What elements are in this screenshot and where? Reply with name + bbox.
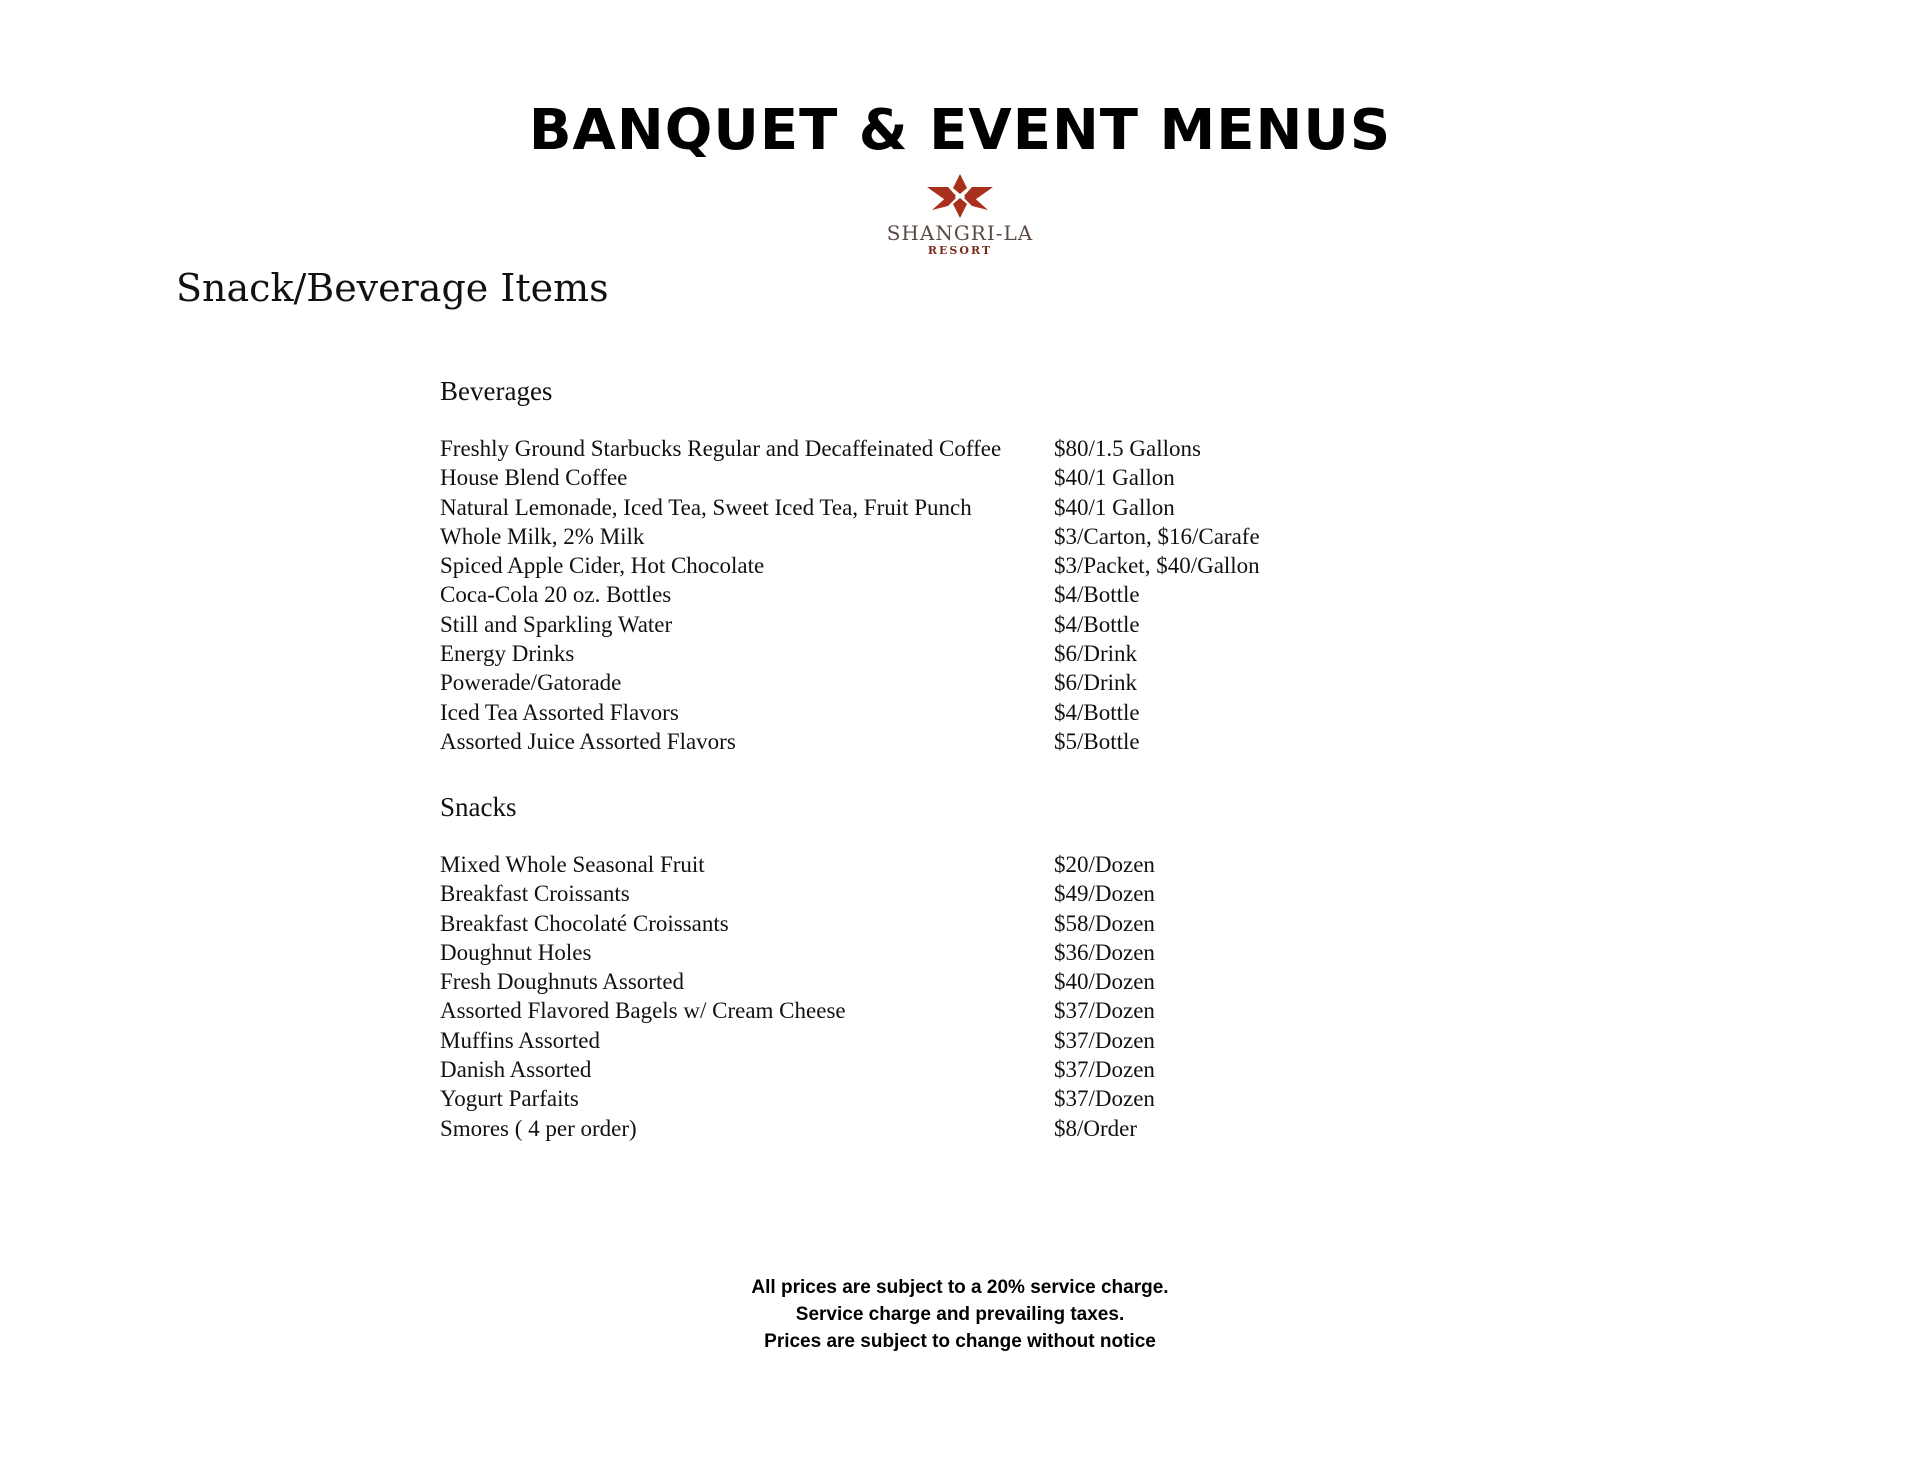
item-name: Freshly Ground Starbucks Regular and Decaffeinated Coffee bbox=[440, 436, 1002, 461]
footer-price-change: Prices are subject to change without notice bbox=[764, 1331, 1156, 1352]
item-name: Fresh Doughnuts Assorted bbox=[440, 969, 685, 995]
item-name: Breakfast Chocolaté Croissants bbox=[440, 910, 729, 936]
menu-item bbox=[440, 879, 1340, 908]
menu-item bbox=[440, 727, 1340, 756]
item-name: Energy Drinks bbox=[440, 641, 575, 667]
menu-item bbox=[440, 668, 1340, 697]
menu-item bbox=[440, 610, 1340, 639]
item-price: $20/Dozen bbox=[1054, 852, 1155, 877]
item-price: $4/Bottle bbox=[1054, 582, 1140, 608]
item-price: $6/Drink bbox=[1054, 641, 1138, 667]
item-price: $37/Dozen bbox=[1054, 1027, 1155, 1053]
footer-notes bbox=[0, 1274, 1920, 1355]
logo-name: SHANGRI-LA bbox=[886, 221, 1034, 245]
star-icon bbox=[925, 172, 995, 220]
item-name: Doughnut Holes bbox=[440, 939, 592, 965]
item-name: House Blend Coffee bbox=[440, 465, 628, 491]
item-price: $40/1 Gallon bbox=[1054, 494, 1175, 520]
item-price: $4/Bottle bbox=[1054, 699, 1140, 725]
menu-item bbox=[440, 996, 1340, 1025]
menu-item bbox=[440, 551, 1340, 580]
menu-item bbox=[440, 522, 1340, 551]
logo-subtitle: RESORT bbox=[927, 244, 993, 257]
item-name: Whole Milk, 2% Milk bbox=[440, 523, 645, 549]
snacks-heading: Snacks bbox=[440, 792, 517, 822]
footer-taxes: Service charge and prevailing taxes. bbox=[795, 1304, 1125, 1325]
item-price: $6/Drink bbox=[1054, 670, 1138, 696]
item-name: Natural Lemonade, Iced Tea, Sweet Iced Tea, Fruit Punch bbox=[440, 494, 972, 520]
item-name: Muffins Assorted bbox=[440, 1027, 600, 1053]
footer-service-charge: All prices are subject to a 20% service charge. bbox=[751, 1277, 1169, 1298]
item-price: $37/Dozen bbox=[1054, 1057, 1155, 1083]
snacks-section bbox=[440, 790, 1340, 1143]
menu-item bbox=[440, 463, 1340, 492]
menu-item bbox=[440, 1055, 1340, 1084]
menu-item bbox=[440, 698, 1340, 727]
item-name: Danish Assorted bbox=[440, 1057, 592, 1083]
menu-item bbox=[440, 1084, 1340, 1113]
item-price: $3/Carton, $16/Carafe bbox=[1054, 523, 1260, 549]
page-title: BANQUET & EVENT MENUS bbox=[528, 98, 1392, 163]
item-name: Breakfast Croissants bbox=[440, 881, 630, 907]
item-price: $36/Dozen bbox=[1054, 939, 1155, 965]
menu-item bbox=[440, 580, 1340, 609]
item-name: Assorted Flavored Bagels w/ Cream Cheese bbox=[440, 998, 846, 1024]
item-price: $40/Dozen bbox=[1054, 969, 1155, 995]
menu-item bbox=[440, 434, 1340, 463]
item-price: $80/1.5 Gallons bbox=[1054, 436, 1201, 461]
item-name: Yogurt Parfaits bbox=[440, 1086, 579, 1112]
menu-item bbox=[440, 639, 1340, 668]
item-price: $37/Dozen bbox=[1054, 1086, 1155, 1112]
item-price: $40/1 Gallon bbox=[1054, 465, 1175, 491]
menu-item bbox=[440, 938, 1340, 967]
item-price: $5/Bottle bbox=[1054, 728, 1140, 754]
item-name: Mixed Whole Seasonal Fruit bbox=[440, 852, 705, 877]
menu-item bbox=[440, 1114, 1340, 1143]
item-name: Assorted Juice Assorted Flavors bbox=[440, 728, 736, 754]
item-price: $8/Order bbox=[1054, 1115, 1138, 1141]
menu-item bbox=[440, 1026, 1340, 1055]
menu-item bbox=[440, 850, 1340, 879]
beverages-heading: Beverages bbox=[440, 376, 553, 406]
item-name: Coca-Cola 20 oz. Bottles bbox=[440, 582, 672, 608]
item-price: $3/Packet, $40/Gallon bbox=[1054, 553, 1260, 579]
item-name: Iced Tea Assorted Flavors bbox=[440, 699, 679, 725]
item-name: Spiced Apple Cider, Hot Chocolate bbox=[440, 553, 765, 579]
item-name: Powerade/Gatorade bbox=[440, 670, 622, 696]
section-title: Snack/Beverage Items bbox=[176, 266, 609, 310]
menu-item bbox=[440, 909, 1340, 938]
menu-item bbox=[440, 967, 1340, 996]
item-price: $49/Dozen bbox=[1054, 881, 1155, 907]
item-name: Still and Sparkling Water bbox=[440, 611, 673, 637]
item-price: $4/Bottle bbox=[1054, 611, 1140, 637]
shangri-la-logo bbox=[860, 172, 1060, 264]
item-price: $58/Dozen bbox=[1054, 910, 1155, 936]
item-price: $37/Dozen bbox=[1054, 998, 1155, 1024]
menu-item bbox=[440, 493, 1340, 522]
beverages-section bbox=[440, 374, 1340, 756]
item-name: Smores ( 4 per order) bbox=[440, 1115, 637, 1141]
